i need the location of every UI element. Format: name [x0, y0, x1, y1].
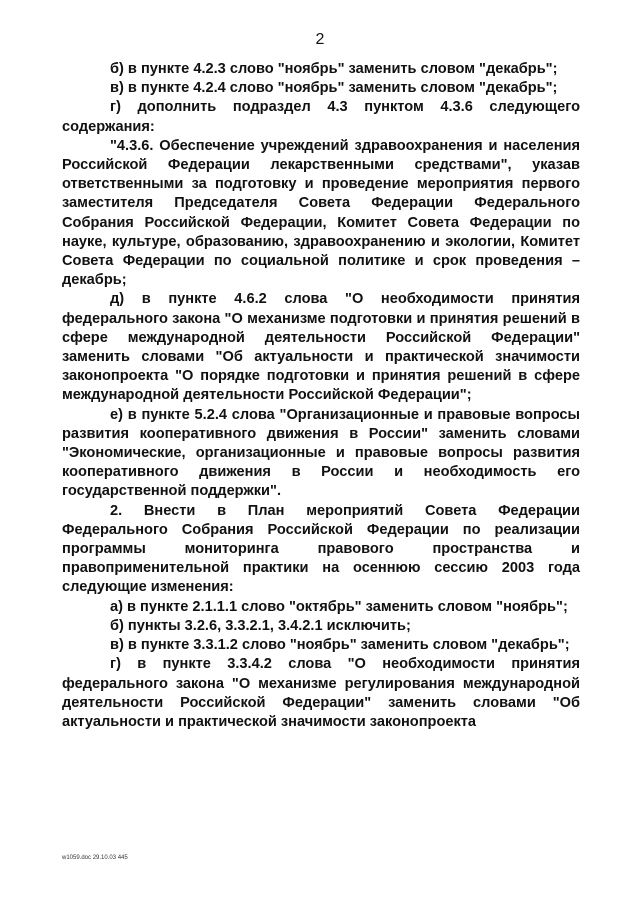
document-body	[62, 60, 580, 732]
paragraph-d-4-6-2: д) в пункте 4.6.2 слова "О необходимости принятия федерального закона "О механизме подготовки и принятия решений в сфере международной деятельности Российской Федерации" заменить словами "Об актуальности и практической значимости законопроекта "О порядке подготовки и принятия решений в сфере международной деятельности Российской Федерации";	[62, 291, 580, 404]
paragraph-g-4-3-6: г) дополнить подраздел 4.3 пунктом 4.3.6 следующего содержания:	[62, 99, 580, 135]
paragraph-b-4-2-3: б) в пункте 4.2.3 слово "ноябрь" заменить словом "декабрь";	[110, 61, 558, 77]
page-number: 2	[315, 31, 325, 48]
paragraph-b-exclude: б) пункты 3.2.6, 3.3.2.1, 3.4.2.1 исключить;	[110, 617, 411, 634]
paragraph-g-3-3-4-2: г) в пункте 3.3.4.2 слова "О необходимости принятия федерального закона "О механизме регулирования международной деятельности Российской Федерации" заменить словами "Об актуальности и практической значимости законопроекта	[62, 656, 580, 730]
paragraph-v-4-2-4: в) в пункте 4.2.4 слово "ноябрь" заменить словом "декабрь";	[110, 80, 558, 97]
paragraph-section-2: 2. Внести в План мероприятий Совета Федерации Федерального Собрания Российской Федерации по реализации программы мониторинга правового пространства и правоприменительной практики на осеннюю сессию 2003 года следующие изменения:	[62, 502, 580, 596]
paragraph-4-3-6-text: "4.3.6. Обеспечение учреждений здравоохранения и населения Российской Федерации лекарственными средствами", указав ответственными за подготовку и проведение мероприятия первого заместителя Председателя Совета Федерации Федерального Собрания Российской Федерации, Комитет Совета Федерации по науке, культуре, образованию, здравоохранению и экологии, Комитет Совета Федерации по социальной политике и срок проведения – декабрь;	[62, 137, 580, 289]
paragraph-v-3-3-1-2: в) в пункте 3.3.1.2 слово "ноябрь" заменить словом "декабрь";	[110, 637, 570, 654]
paragraph-e-5-2-4: е) в пункте 5.2.4 слова "Организационные и правовые вопросы развития кооперативного движения в России" заменить словами "Экономические, организационные и правовые вопросы развития кооперативного движения в России и необходимость его государственной поддержки".	[62, 406, 580, 500]
paragraph-a-2-1-1-1: а) в пункте 2.1.1.1 слово "октябрь" заменить словом "ноябрь";	[110, 598, 568, 615]
footer-filename: w1059.doc 29.10.03 445	[62, 855, 128, 861]
